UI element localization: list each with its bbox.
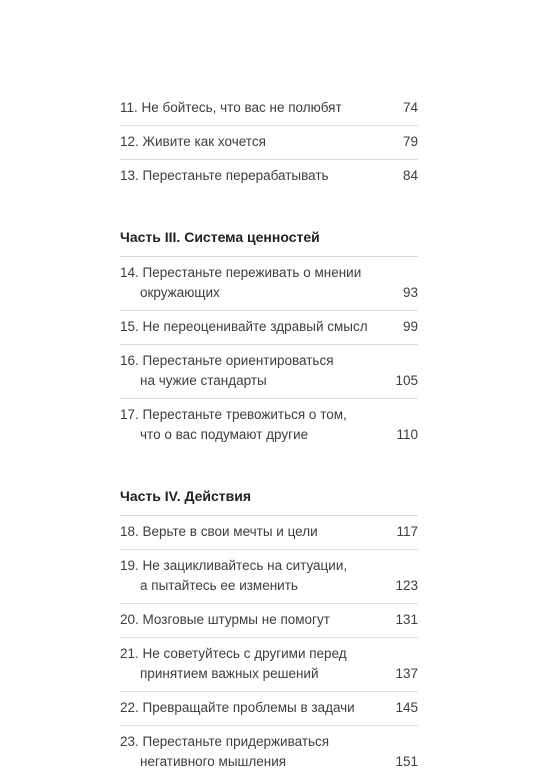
toc-entry-18[interactable]	[120, 516, 418, 550]
toc-entry-title	[120, 556, 388, 596]
toc-entries	[120, 92, 418, 193]
toc-entry-line: 16. Перестаньте ориентироваться	[120, 353, 334, 368]
toc-entry-title	[120, 698, 388, 718]
toc-entry-page-number: 117	[396, 524, 418, 539]
toc-entry-line: 19. Не зацикливайтесь на ситуации,	[120, 558, 348, 573]
toc-entry-line-continued: что о вас подумают другие	[140, 427, 309, 442]
toc-entry-line: 20. Мозговые штурмы не помогут	[120, 612, 330, 627]
toc-entry-page-number: 123	[395, 578, 418, 593]
toc-entry-line-continued: на чужие стандарты	[140, 373, 267, 388]
toc-entry-page-number: 110	[396, 427, 418, 442]
toc-entry-line-continued: принятием важных решений	[140, 666, 319, 681]
section-heading: Часть III. Система ценностей	[120, 229, 320, 245]
toc-section-continuation	[120, 92, 418, 193]
toc-entry-title	[120, 98, 388, 118]
toc-entry-title	[120, 732, 388, 772]
section-heading: Часть IV. Действия	[120, 488, 252, 504]
toc-entry-title	[120, 522, 388, 542]
toc-entries	[120, 516, 418, 779]
toc-entry-page-number: 79	[402, 134, 418, 149]
toc-entry-page-number: 151	[395, 754, 418, 769]
toc-entry-line: 23. Перестаньте придерживаться	[120, 734, 330, 749]
toc-entry-line: 14. Перестаньте переживать о мнении	[120, 265, 362, 280]
toc-entry-page-number: 145	[395, 700, 418, 715]
toc-entry-line: 15. Не переоценивайте здравый смысл	[120, 319, 368, 334]
toc-section-part-4	[120, 486, 418, 779]
toc-entry-16[interactable]	[120, 345, 418, 399]
toc-entry-23[interactable]	[120, 726, 418, 779]
toc-entry-line: 11. Не бойтесь, что вас не полюбят	[120, 100, 342, 115]
toc-entry-page-number: 93	[402, 285, 418, 300]
toc-entry-title	[120, 405, 388, 445]
toc-entry-19[interactable]	[120, 550, 418, 604]
toc-entry-line: 13. Перестаньте перерабатывать	[120, 168, 329, 183]
toc-entry-14[interactable]	[120, 257, 418, 311]
toc-section-part-3	[120, 227, 418, 452]
toc-entry-page-number: 99	[402, 319, 418, 334]
toc-entry-21[interactable]	[120, 638, 418, 692]
toc-entry-title	[120, 132, 388, 152]
toc-entry-title	[120, 166, 388, 186]
toc-entry-page-number: 105	[395, 373, 418, 388]
toc-entry-20[interactable]	[120, 604, 418, 638]
toc-entry-line-continued: окружающих	[140, 285, 220, 300]
toc-entry-line-continued: а пытайтесь ее изменить	[140, 578, 298, 593]
toc-entry-22[interactable]	[120, 692, 418, 726]
toc-entry-line: 17. Перестаньте тревожиться о том,	[120, 407, 347, 422]
toc-entry-page-number: 74	[402, 100, 418, 115]
toc-entry-17[interactable]	[120, 399, 418, 452]
toc-entry-12[interactable]	[120, 126, 418, 160]
toc-entry-title	[120, 351, 388, 391]
toc-entry-page-number: 84	[402, 168, 418, 183]
toc-entry-11[interactable]	[120, 92, 418, 126]
toc-entry-title	[120, 263, 388, 303]
toc-entry-15[interactable]	[120, 311, 418, 345]
toc-entry-line-continued: негативного мышления	[140, 754, 287, 769]
toc-entry-line: 22. Превращайте проблемы в задачи	[120, 700, 355, 715]
toc-entry-title	[120, 317, 388, 337]
toc-entry-line: 18. Верьте в свои мечты и цели	[120, 524, 318, 539]
toc-entry-13[interactable]	[120, 160, 418, 193]
table-of-contents	[120, 92, 418, 779]
toc-entry-title	[120, 644, 388, 684]
toc-entry-line: 21. Не советуйтесь с другими перед	[120, 646, 347, 661]
toc-entry-page-number: 131	[395, 612, 418, 627]
toc-entry-title	[120, 610, 388, 630]
toc-entry-page-number: 137	[395, 666, 418, 681]
toc-entries	[120, 257, 418, 452]
toc-entry-line: 12. Живите как хочется	[120, 134, 266, 149]
